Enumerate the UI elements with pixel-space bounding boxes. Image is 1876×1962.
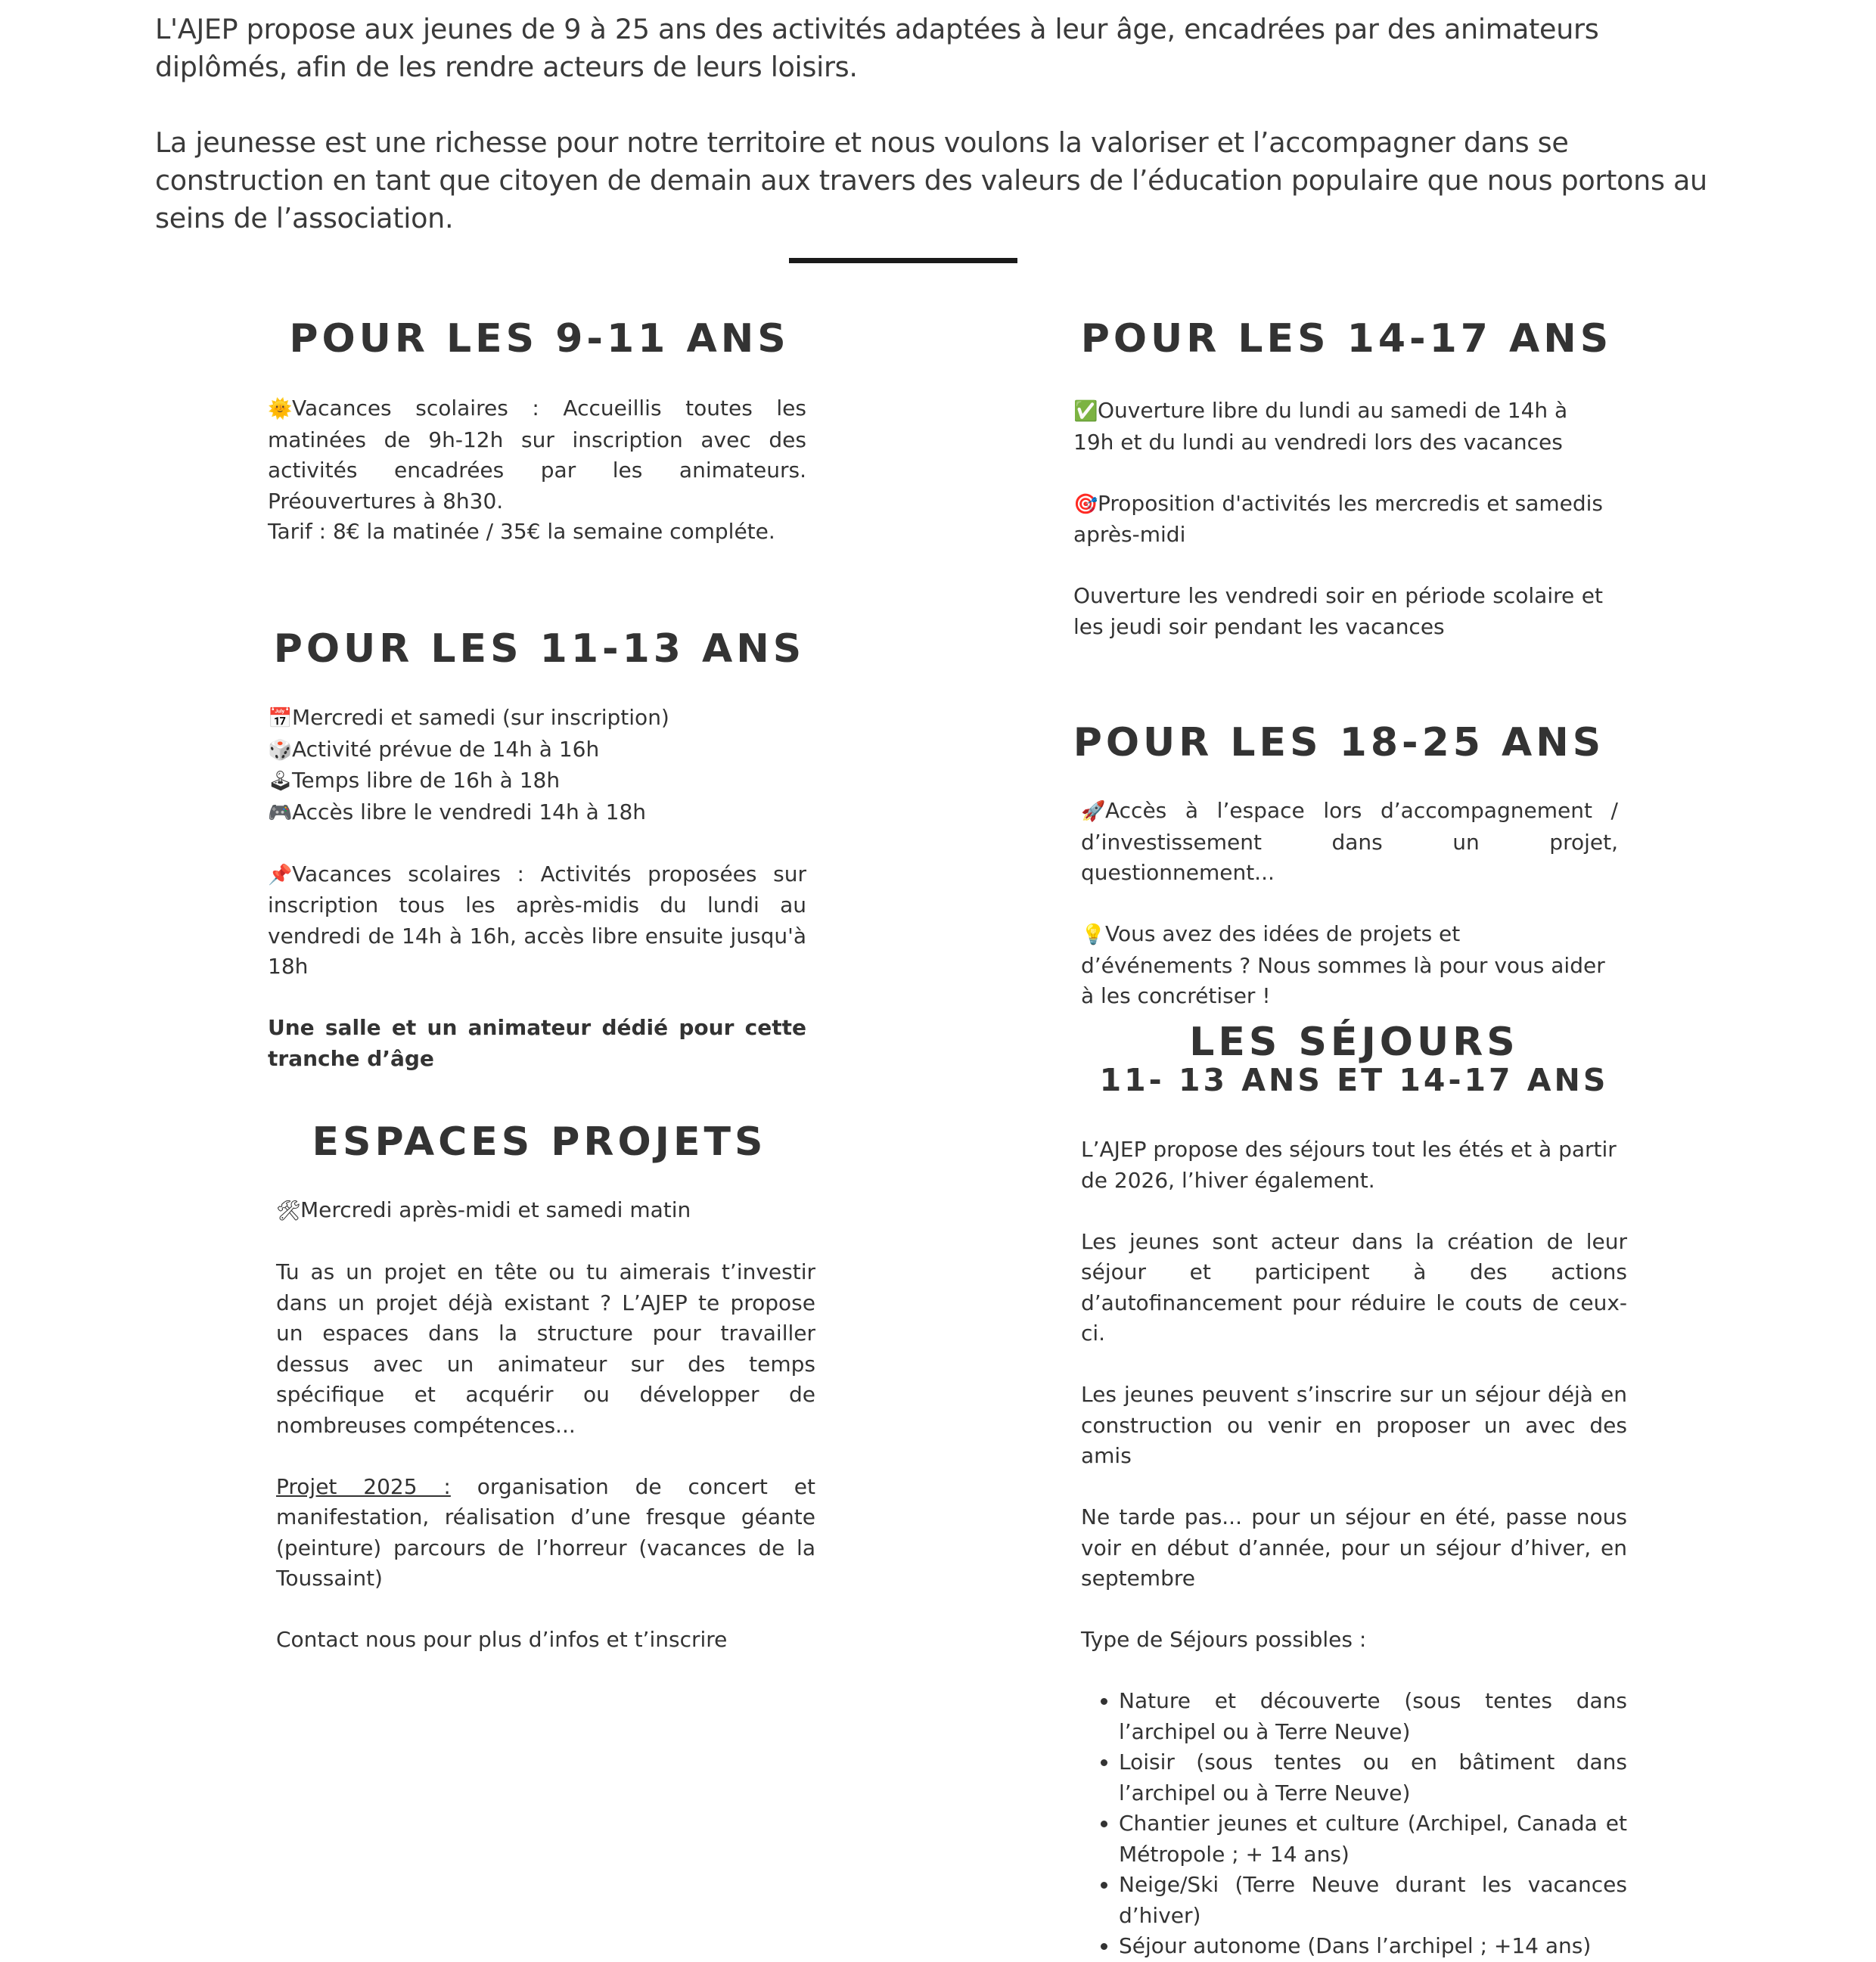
block-11-13	[268, 703, 806, 1074]
block-9-11	[268, 393, 806, 548]
line-11-13-2: 🎲Activité prévue de 14h à 16h	[268, 734, 806, 766]
line-11-13-3: 🕹Temps libre de 16h à 18h	[268, 765, 806, 797]
pushpin-icon: 📌	[268, 863, 293, 886]
calendar-icon: 📅	[268, 707, 293, 730]
sejours-paragraph-4: Ne tarde pas... pour un séjour en été, passe nous voir en début d’année, pour un séjour d’hiver, en septembre	[1081, 1504, 1627, 1591]
note-11-13: Une salle et un animateur dédié pour cette tranche d’âge	[268, 1015, 806, 1071]
dice-icon: 🎲	[268, 738, 293, 762]
heading-sejours: LES SÉJOURS	[1189, 1020, 1519, 1065]
check-mark-icon: ✅	[1073, 400, 1098, 423]
intro-section	[155, 11, 1728, 275]
tarif-9-11: Tarif : 8€ la matinée / 35€ la semaine compléte.	[268, 519, 775, 544]
heading-11-13: POUR LES 11-13 ANS	[273, 626, 806, 672]
sejours-paragraph-2: Les jeunes sont acteur dans la création de leur séjour et participent à des actions d’autofinancement pour réduire le couts de ceux-ci.	[1081, 1228, 1627, 1346]
vacances-11-13: 📌Vacances scolaires : Activités proposées sur inscription tous les après-midis du lundi au vendredi de 14h à 16h, accès libre ensuite jusqu'à 18h	[268, 861, 806, 979]
list-item: • Chantier jeunes et culture (Archipel, Canada et Métropole ; + 14 ans)	[1119, 1808, 1627, 1870]
projet-2025-label: Projet 2025 :	[276, 1473, 451, 1499]
espaces-paragraph: Tu as un projet en tête ou tu aimerais t’investir dans un projet déjà existant ? L’AJEP te propose un espaces dans la structure pour travailler dessus avec un animateur sur des temps spécifique et acquérir ou développer de nombreuses compétences...	[276, 1259, 815, 1438]
block-espaces-projets	[276, 1195, 815, 1656]
line-11-13-4: 🎮Accès libre le vendredi 14h à 18h	[268, 797, 806, 829]
projet-2025: Projet 2025 : organisation de concert et manifestation, réalisation d’une fresque géante (peinture) parcours de l’horreur (vacances de la Toussaint)	[276, 1473, 815, 1591]
joystick-icon: 🕹	[268, 770, 294, 793]
sejours-paragraph-3: Les jeunes peuvent s’inscrire sur un séjour déjà en construction ou venir en proposer un avec des amis	[1081, 1382, 1627, 1468]
line-11-13-1: 📅Mercredi et samedi (sur inscription)	[268, 703, 806, 734]
intro-paragraph-2: La jeunesse est une richesse pour notre territoire et nous voulons la valoriser et l’accompagner dans se construction en tant que citoyen de demain aux travers des valeurs de l’éducation populaire que nous portons au seins de l’association.	[155, 126, 1707, 234]
intro-paragraph-1: L'AJEP propose aux jeunes de 9 à 25 ans des activités adaptées à leur âge, encadrées par des animateurs diplômés, afin de les rendre acteurs de leurs loisirs.	[155, 13, 1599, 83]
block-14-17	[1073, 396, 1603, 642]
list-item: • Neige/Ski (Terre Neuve durant les vacances d’hiver)	[1119, 1870, 1627, 1931]
subheading-sejours: 11- 13 ANS ET 14-17 ANS	[1099, 1062, 1609, 1098]
info-14-17-2: 🎯Proposition d'activités les mercredis et samedis après-midi	[1073, 490, 1603, 547]
info-18-25-1: 🚀Accès à l’espace lors d’accompagnement / d’investissement dans un projet, questionnement...	[1081, 798, 1618, 885]
heading-18-25: POUR LES 18-25 ANS	[1073, 720, 1605, 765]
heading-9-11: POUR LES 9-11 ANS	[289, 316, 790, 362]
rocket-icon: 🚀	[1081, 800, 1106, 823]
list-item: • Nature et découverte (sous tentes dans l’archipel ou à Terre Neuve)	[1119, 1686, 1627, 1747]
sun-icon: 🌞	[268, 398, 293, 421]
info-14-17-1: ✅Ouverture libre du lundi au samedi de 14h à 19h et du lundi au vendredi lors des vacances	[1073, 398, 1568, 455]
target-icon: 🎯	[1073, 492, 1098, 516]
heading-espaces-projets: ESPACES PROJETS	[312, 1119, 767, 1165]
espaces-contact: Contact nous pour plus d’infos et t’inscrire	[276, 1627, 728, 1652]
info-18-25-2: 💡Vous avez des idées de projets et d’événements ? Nous sommes là pour vous aider à les concrétiser !	[1081, 921, 1605, 1008]
heading-14-17: POUR LES 14-17 ANS	[1080, 316, 1613, 362]
info-9-11: 🌞Vacances scolaires : Accueillis toutes les matinées de 9h-12h sur inscription avec des activités encadrées par les animateurs. Préouvertures à 8h30.	[268, 396, 806, 514]
lightbulb-icon: 💡	[1081, 924, 1106, 946]
section-divider	[789, 258, 1017, 263]
gamepad-icon: 🎮	[268, 801, 293, 824]
block-18-25	[1081, 796, 1618, 1012]
sejours-paragraph-1: L’AJEP propose des séjours tout les étés et à partir de 2026, l’hiver également.	[1081, 1137, 1617, 1193]
info-14-17-3: Ouverture les vendredi soir en période scolaire et les jeudi soir pendant les vacances	[1073, 583, 1603, 639]
block-sejours	[1081, 1135, 1627, 1962]
list-item: • Loisir (sous tentes ou en bâtiment dans l’archipel ou à Terre Neuve)	[1119, 1747, 1627, 1808]
list-item: • Séjour autonome (Dans l’archipel ; +14 ans)	[1119, 1931, 1627, 1962]
tools-icon: 🛠	[276, 1200, 302, 1222]
sejours-types-list	[1081, 1686, 1627, 1962]
espaces-line-1: 🛠Mercredi après-midi et samedi matin	[276, 1195, 815, 1227]
sejours-types-label: Type de Séjours possibles :	[1081, 1627, 1367, 1652]
